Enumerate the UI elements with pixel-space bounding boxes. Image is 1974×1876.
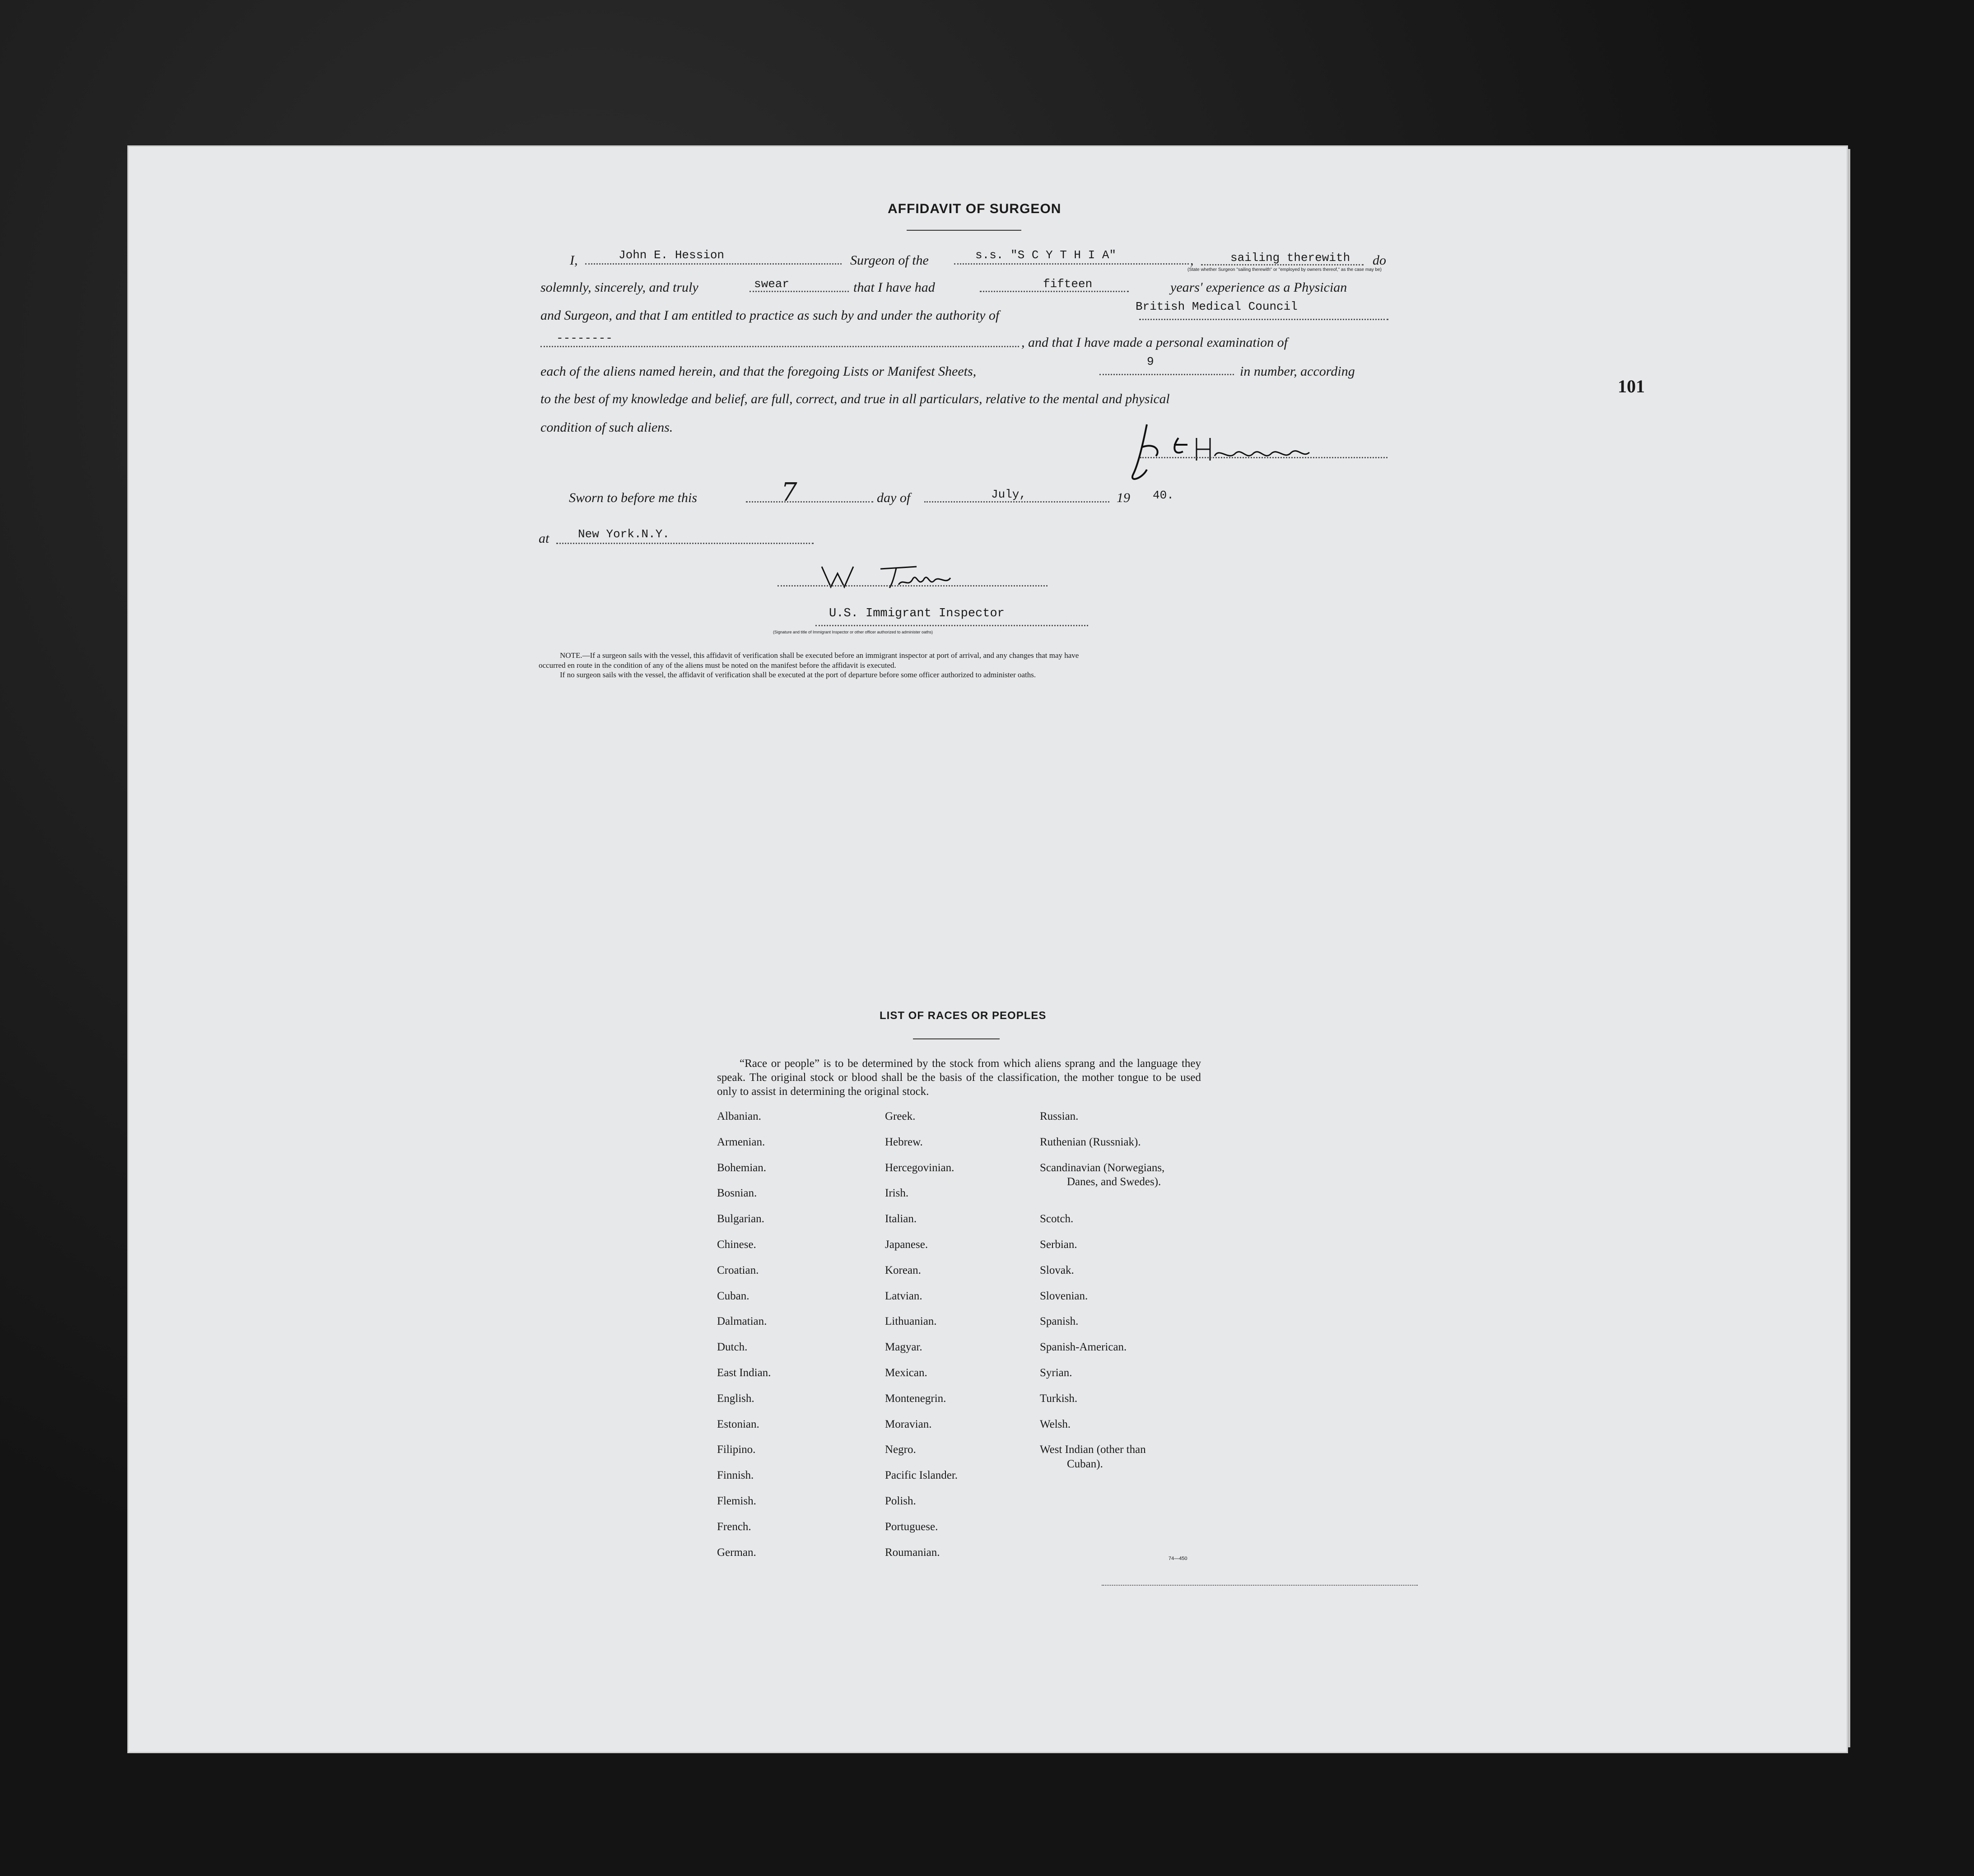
- label-sworn: Sworn to before me this: [569, 490, 697, 505]
- authority-line2: [540, 346, 1019, 347]
- race-item: Danes, and Swedes).: [1067, 1175, 1161, 1188]
- race-item: Spanish.: [1040, 1315, 1079, 1328]
- sheets-line: [1099, 374, 1234, 375]
- title-underline: [907, 230, 1021, 231]
- race-item: Greek.: [885, 1110, 916, 1122]
- surgeon-signature-line: [1140, 457, 1387, 458]
- surgeon-signature: [1129, 420, 1332, 488]
- race-item: Hebrew.: [885, 1136, 923, 1148]
- day-field: 7: [781, 478, 797, 507]
- race-item: Cuban.: [717, 1289, 750, 1302]
- races-intro: “Race or people” is to be determined by the stock from which aliens sprang and the language they speak. The original stock or blood shall be the basis of the classification, the mother tongue to be used only to assist in determining the original stock.: [717, 1057, 1201, 1098]
- race-item: Ruthenian (Russniak).: [1040, 1136, 1141, 1148]
- races-title: LIST OF RACES OR PEOPLES: [880, 1010, 1047, 1022]
- place-line: [556, 543, 814, 544]
- note-line-3: If no surgeon sails with the vessel, the affidavit of verification shall be executed at the port of departure before some officer authorized to administer oaths.: [560, 670, 1036, 679]
- label-surgeon-of-the: Surgeon of the: [850, 253, 929, 268]
- inspector-title: U.S. Immigrant Inspector: [829, 607, 1005, 620]
- years-field: fifteen: [1043, 277, 1093, 291]
- label-each-of: each of the aliens named herein, and that the foregoing Lists or Manifest Sheets,: [540, 364, 977, 379]
- inspector-hint: (Signature and title of Immigrant Inspector or other officer authorized to administer oaths): [773, 630, 933, 634]
- race-item: German.: [717, 1546, 756, 1559]
- race-item: Spanish-American.: [1040, 1341, 1127, 1354]
- label-condition: condition of such aliens.: [540, 420, 673, 435]
- race-item: Hercegovinian.: [885, 1161, 954, 1174]
- race-item: Flemish.: [717, 1495, 756, 1507]
- month-line: [924, 501, 1109, 503]
- form-number: 74—450: [1169, 1556, 1187, 1561]
- race-item: Polish.: [885, 1495, 916, 1507]
- race-item: Negro.: [885, 1443, 916, 1456]
- race-item: Italian.: [885, 1213, 917, 1225]
- day-line: [746, 501, 873, 503]
- label-and-surgeon: and Surgeon, and that I am entitled to practice as such by and under the authority of: [540, 308, 1000, 323]
- race-item: Finnish.: [717, 1469, 754, 1482]
- race-item: Dutch.: [717, 1341, 748, 1354]
- label-i: I,: [570, 253, 578, 268]
- race-item: Albanian.: [717, 1110, 761, 1122]
- authority-field: British Medical Council: [1136, 300, 1298, 313]
- label-and-that: , and that I have made a personal examination of: [1021, 335, 1288, 350]
- race-item: Cuban).: [1067, 1457, 1103, 1470]
- race-item: Scotch.: [1040, 1213, 1074, 1225]
- race-item: Estonian.: [717, 1418, 759, 1430]
- sailing-status-line: [1201, 264, 1364, 265]
- month-field: July,: [991, 488, 1027, 501]
- bottom-dotted-line: [1102, 1585, 1418, 1586]
- races-title-underline: [913, 1038, 1000, 1039]
- race-item: Irish.: [885, 1187, 909, 1200]
- race-item: Bohemian.: [717, 1161, 767, 1174]
- race-item: Moravian.: [885, 1418, 932, 1430]
- document-page: [129, 147, 1847, 1752]
- surgeon-name-line: [585, 263, 842, 265]
- sailing-status-hint: (State whether Surgeon "sailing therewith" or "employed by owners thereof," as the case may be): [1187, 267, 1382, 272]
- race-item: Russian.: [1040, 1110, 1079, 1122]
- inspector-signature: [813, 560, 962, 591]
- race-item: West Indian (other than: [1040, 1443, 1146, 1456]
- race-item: Slovenian.: [1040, 1289, 1088, 1302]
- race-item: Dalmatian.: [717, 1315, 767, 1328]
- authority-line2-field: --------: [556, 331, 613, 345]
- page-number: 101: [1618, 376, 1645, 396]
- race-item: Japanese.: [885, 1238, 928, 1251]
- race-item: French.: [717, 1520, 751, 1533]
- label-day-of: day of: [877, 490, 911, 505]
- oath-field: swear: [754, 277, 790, 291]
- vessel-line: [954, 263, 1189, 265]
- authority-line: [1139, 319, 1388, 320]
- affidavit-title: AFFIDAVIT OF SURGEON: [888, 201, 1061, 216]
- label-years-experience: years' experience as a Physician: [1170, 280, 1347, 295]
- race-item: Korean.: [885, 1264, 921, 1276]
- race-item: Roumanian.: [885, 1546, 940, 1559]
- label-that-i-have-had: that I have had: [853, 280, 935, 295]
- race-item: Syrian.: [1040, 1367, 1072, 1379]
- note-line-2: occurred en route in the condition of any of the aliens must be noted on the manifest before the affidavit is executed.: [539, 661, 896, 670]
- label-comma: ,: [1190, 253, 1194, 268]
- place-field: New York.N.Y.: [578, 527, 670, 541]
- race-item: Croatian.: [717, 1264, 759, 1276]
- race-item: Armenian.: [717, 1136, 765, 1148]
- surgeon-name-field: John E. Hession: [619, 248, 725, 262]
- label-year-prefix: 19: [1117, 490, 1130, 505]
- race-item: Serbian.: [1040, 1238, 1077, 1251]
- race-item: Portuguese.: [885, 1520, 938, 1533]
- race-item: East Indian.: [717, 1367, 771, 1379]
- race-item: Slovak.: [1040, 1264, 1074, 1276]
- inspector-signature-line: [777, 585, 1048, 587]
- label-do: do: [1373, 253, 1386, 268]
- label-in-number: in number, according: [1240, 364, 1355, 379]
- race-item: Lithuanian.: [885, 1315, 937, 1328]
- inspector-title-line: [815, 625, 1088, 626]
- race-item: Mexican.: [885, 1367, 927, 1379]
- race-item: Scandinavian (Norwegians,: [1040, 1161, 1165, 1174]
- vessel-field: s.s. "S C Y T H I A": [975, 248, 1117, 262]
- race-item: Filipino.: [717, 1443, 756, 1456]
- race-item: Montenegrin.: [885, 1392, 946, 1405]
- oath-line: [750, 291, 849, 292]
- race-item: Bosnian.: [717, 1187, 757, 1200]
- race-item: Chinese.: [717, 1238, 756, 1251]
- sheets-field: 9: [1147, 355, 1154, 368]
- label-solemnly: solemnly, sincerely, and truly: [540, 280, 698, 295]
- years-line: [980, 291, 1129, 292]
- year-suffix-field: 40.: [1153, 489, 1174, 502]
- race-item: English.: [717, 1392, 754, 1405]
- race-item: Magyar.: [885, 1341, 922, 1354]
- race-item: Bulgarian.: [717, 1213, 764, 1225]
- sailing-status-field: sailing therewith: [1230, 251, 1350, 265]
- race-item: Welsh.: [1040, 1418, 1071, 1430]
- note-line-1: NOTE.—If a surgeon sails with the vessel, this affidavit of verification shall be executed before an immigrant inspector at port of arrival, and any changes that may have: [560, 651, 1079, 660]
- label-at: at: [539, 531, 549, 546]
- race-item: Turkish.: [1040, 1392, 1078, 1405]
- race-item: Pacific Islander.: [885, 1469, 958, 1482]
- label-to-the-best: to the best of my knowledge and belief, are full, correct, and true in all particulars, relative to the mental and physical: [540, 392, 1170, 406]
- race-item: Latvian.: [885, 1289, 922, 1302]
